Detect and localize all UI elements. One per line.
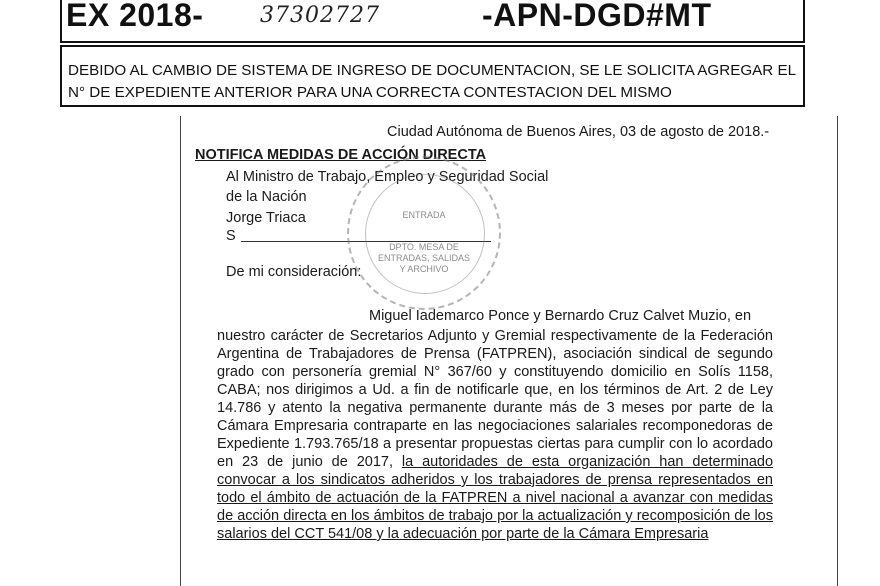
place-date: Ciudad Autónoma de Buenos Aires, 03 de agosto de 2018.- [387, 124, 770, 140]
stamp-inner-ring [365, 174, 485, 294]
letter-document [180, 116, 838, 586]
handwritten-expediente-number: 37302727 [260, 3, 380, 28]
stamp-text: ENTRADAS, SALIDAS [377, 253, 471, 263]
body-paragraph [217, 327, 773, 543]
recipient-line: Al Ministro de Trabajo, Empleo y Seguridad Social [226, 169, 549, 185]
body-text: nuestro carácter de Secretarios Adjunto y Gremial respectivamente de la Federación Argentina de Trabajadores de Prensa (FATPREN), asociación sindical de segundo grado con personería gremial N° 367/60 y constituyendo domicilio en Solís 1158, CABA; nos dirigimos a Ud. a fin de notificarle que, en los términos de Art. 2 de Ley 14.786 y atento la negativa permanente durante más de 3 meses por parte de la Cámara Empresaria contraparte en las negociaciones salariales recomponedoras de Expediente 1.793.765/18 a presentar propuestas ciertas para cumplir con lo acordado en 23 de junio de 2017, [217, 328, 773, 470]
letter-subject: NOTIFICA MEDIDAS DE ACCIÓN DIRECTA [195, 147, 487, 163]
expediente-suffix: -APN-DGD#MT [482, 0, 712, 33]
greeting: De mi consideración: [226, 264, 362, 280]
notice-box [60, 45, 805, 107]
recipient-line: de la Nación [226, 189, 307, 205]
expediente-header [60, 0, 805, 43]
notice-text: DEBIDO AL CAMBIO DE SISTEMA DE INGRESO DE DOCUMENTACION, SE LE SOLICITA AGREGAR EL N° DE EXPEDIENTE ANTERIOR PARA UNA CORRECTA CONTESTACION DEL MISMO [68, 62, 796, 101]
stamp-text: Y ARCHIVO [399, 264, 449, 274]
body-first-line: Miguel Iademarco Ponce y Bernardo Cruz Calvet Muzio, en [369, 308, 752, 324]
stamp-text: ENTRADA [402, 210, 446, 220]
stamp-text: DPTO. MESA DE [389, 242, 459, 252]
recipient-salutation: S [226, 228, 236, 244]
recipient-name: Jorge Triaca [226, 210, 306, 226]
reception-stamp [347, 156, 501, 310]
body-underlined-text: la autoridades de esta organización han determinado convocar a los sindicatos adheridos y los trabajadores de prensa representados en todo el ámbito de actuación de la FATPREN a nivel nacional a avanzar con medidas de acción directa en los ámbitos de trabajo por la actualización y recomposición de los salarios del CCT 541/08 y la adecuación por parte de la Cámara Empresaria [217, 454, 774, 542]
expediente-prefix: EX 2018- [66, 0, 204, 33]
